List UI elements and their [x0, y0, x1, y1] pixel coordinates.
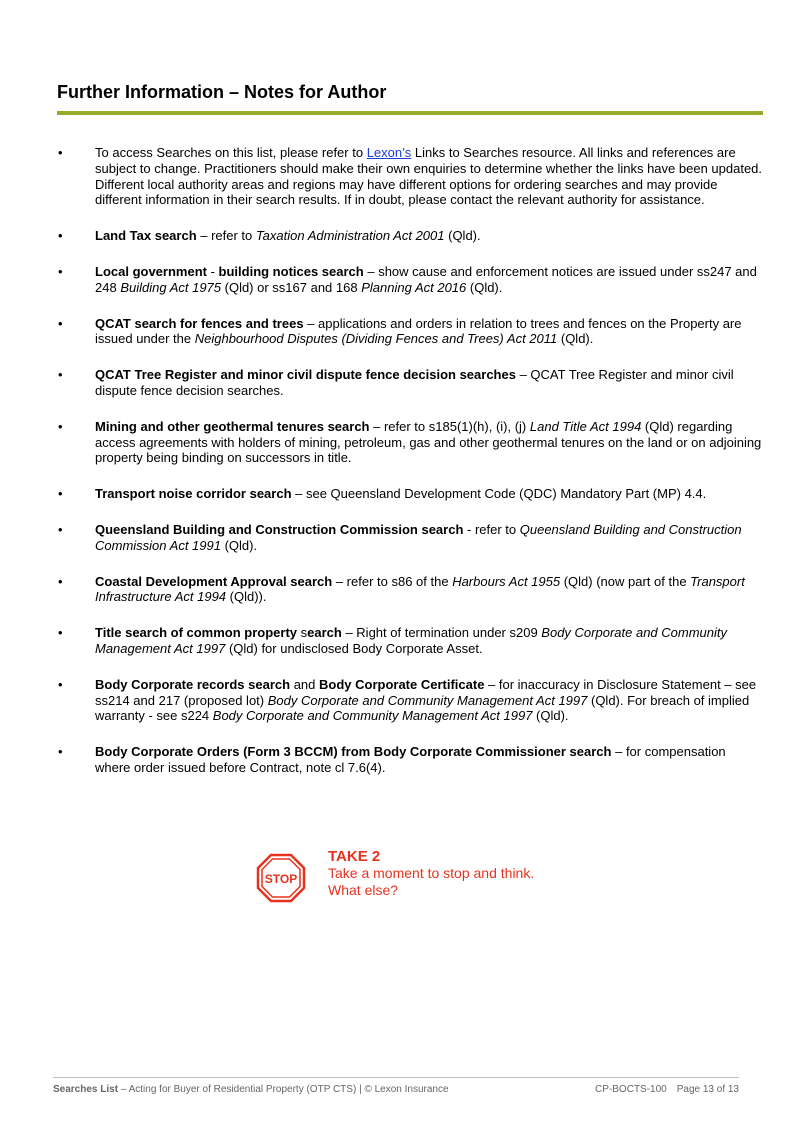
footer-doc-name: Searches List: [53, 1084, 119, 1095]
list-item: • QCAT Tree Register and minor civil dispute fence decision searches – QCAT Tree Register and minor civil dispute fence decision searches.: [58, 367, 734, 398]
footer-doc-code: CP-BOCTS-100: [595, 1084, 667, 1095]
bullet-icon: •: [58, 573, 63, 589]
take2-line-1: Take a moment to stop and think.: [328, 865, 535, 881]
footer-doc-desc: – Acting for Buyer of Residential Property (OTP CTS) | © Lexon Insurance: [118, 1084, 449, 1095]
list-item: • QCAT search for fences and trees – applications and orders in relation to trees and fences on the Property are issued under the Neighbourhood Disputes (Dividing Fences and Trees) Act 2011 (Qld).: [58, 315, 742, 347]
bullet-icon: •: [58, 263, 63, 279]
list-item: • To access Searches on this list, please refer to Lexon’s Links to Searches resource. All links and references are subject to change. Practitioners should make their own enquiries to determine whether the links have been updated. Different local authority areas and regions may have different options for ordering searches and may provide different information in their search results. If in doubt, please contact the relevant authority for assistance.: [58, 145, 763, 208]
take2-text: [328, 848, 534, 899]
page-title: Further Information – Notes for Author: [57, 82, 387, 102]
notes-list: [57, 145, 763, 796]
list-item: • Body Corporate Orders (Form 3 BCCM) from Body Corporate Commissioner search – for compensation where order issued before Contract, note cl 7.6(4).: [58, 744, 726, 775]
take2-title: TAKE 2: [328, 848, 381, 865]
bullet-icon: •: [58, 145, 63, 160]
lexon-links-link[interactable]: Lexon’s: [366, 145, 412, 160]
bullet-icon: •: [58, 418, 63, 434]
bullet-icon: •: [58, 521, 63, 537]
bullet-icon: •: [58, 625, 63, 641]
footer-divider: [53, 1077, 739, 1078]
footer-page-number: Page 13 of 13: [676, 1084, 739, 1095]
bullet-icon: •: [58, 228, 63, 244]
take2-line-2: What else?: [328, 882, 399, 898]
list-item: • Title search of common property search – Right of termination under s209 Body Corporate and Community Management Act 1997 (Qld) for undisclosed Body Corporate Asset.: [58, 625, 727, 656]
list-item: • Transport noise corridor search – see Queensland Development Code (QDC) Mandatory Part (MP) 4.4.: [58, 486, 707, 502]
list-item: • Local government - building notices search – show cause and enforcement notices are issued under ss247 and 248 Building Act 1975 (Qld) or ss167 and 168 Planning Act 2016 (Qld).: [58, 263, 757, 295]
title-divider: [57, 111, 763, 115]
bullet-icon: •: [58, 315, 63, 331]
footer-left: [53, 1084, 449, 1095]
bullet-icon: •: [58, 367, 63, 383]
bullet-icon: •: [58, 486, 63, 502]
bullet-icon: •: [58, 744, 63, 760]
list-item: • Land Tax search – refer to Taxation Administration Act 2001 (Qld).: [58, 228, 481, 244]
list-item: • Mining and other geothermal tenures search – refer to s185(1)(h), (i), (j) Land Title Act 1994 (Qld) regarding access agreements with holders of mining, petroleum, gas and other geothermal tenures on the land or on adjoining property being binding on successors in title.: [58, 418, 762, 466]
footer-right: [595, 1084, 739, 1095]
stop-sign-icon: [256, 853, 306, 903]
list-item: • Body Corporate records search and Body Corporate Certificate – for inaccuracy in Disclosure Statement – see ss214 and 217 (proposed lot) Body Corporate and Community Management Act 1997 (Qld). For breach of implied warranty - see s224 Body Corporate and Community Management Act 1997 (Qld).: [58, 676, 757, 724]
list-item: • Coastal Development Approval search – refer to s86 of the Harbours Act 1955 (Qld) (now part of the Transport Infrastructure Act 1994 (Qld)).: [58, 573, 745, 605]
bullet-icon: •: [58, 676, 63, 692]
stop-sign-text: STOP: [264, 872, 298, 886]
list-item: • Queensland Building and Construction Commission search - refer to Queensland Building and Construction Commission Act 1991 (Qld).: [58, 521, 742, 553]
take2-callout: [256, 848, 616, 908]
